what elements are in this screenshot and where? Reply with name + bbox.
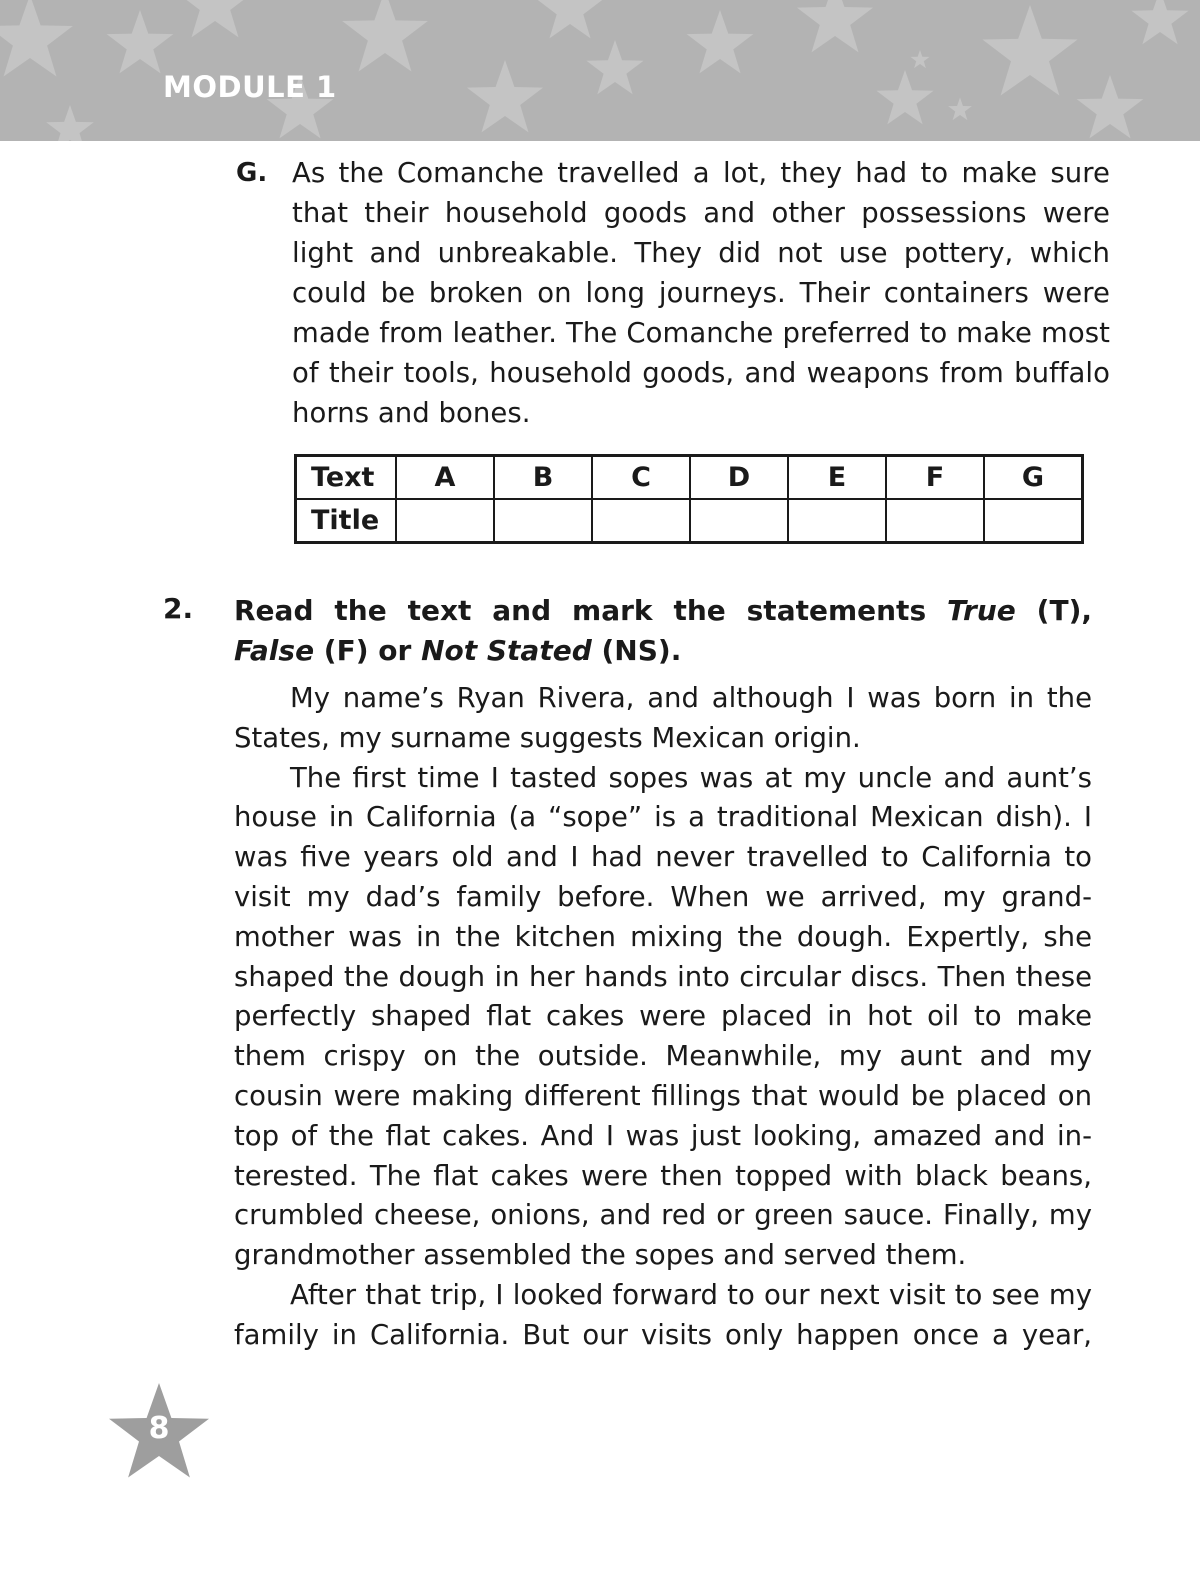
module-label: MODULE 1 <box>163 70 337 104</box>
option-true-abbr: (T), <box>1015 594 1093 627</box>
row-header-title: Title <box>296 499 397 543</box>
row-header-text: Text <box>296 456 397 500</box>
module-header-band <box>0 0 1200 141</box>
paragraph-letter: G. <box>236 158 268 188</box>
option-ns-abbr: (NS). <box>591 634 682 667</box>
reading-paragraph: The first time I tasted sopes was at my uncle and aunt’s house in California (a “sope” is a traditional Mexican dish). I was five years old and I had never travelled to California to visit my dad’s family before. When we arrived, my grandmother was in the kitchen mixing the dough. Expertly, she shaped the dough in her hands into circular discs. Then these perfectly shaped flat cakes were placed in hot oil to make them crispy on the outside. Meanwhile, my aunt and my cousin were making different fillings that would be placed on top of the flat cakes. And I was just looking, amazed and interested. The flat cakes were then topped with black beans, crumbled cheese, onions, and red or green sauce. Finally, my grandmother assembled the sopes and served them. <box>234 761 1092 1272</box>
page-number: 8 <box>148 1411 170 1446</box>
column-header: C <box>592 456 690 500</box>
task-instruction <box>234 591 1092 671</box>
column-header: G <box>984 456 1083 500</box>
answer-cell[interactable] <box>690 499 788 543</box>
answer-cell[interactable] <box>396 499 494 543</box>
option-true: True <box>947 594 1016 627</box>
column-header: B <box>494 456 592 500</box>
table-row-title <box>296 499 1083 543</box>
reading-paragraph: My name’s Ryan Rivera, and although I was born in the States, my surname suggests Mexican origin. <box>234 682 1092 754</box>
reading-paragraph: After that trip, I looked forward to our next visit to see my family in California. But our visits only happen once a year, <box>234 1278 1092 1351</box>
column-header: A <box>396 456 494 500</box>
paragraph-g-text: As the Comanche travelled a lot, they had to make sure that their household goods and other possessions were light and unbreakable. They did not use pottery, which could be broken on long journeys. Their containers were made from leather. The Comanche preferred to make most of their tools, household goods, and weapons from buffalo horns and bones. <box>292 157 1110 429</box>
instruction-prefix: Read the text and mark the statements <box>234 594 948 627</box>
option-false-abbr: (F) or <box>314 634 422 667</box>
answer-cell[interactable] <box>886 499 984 543</box>
matching-table <box>294 454 1084 544</box>
answer-cell[interactable] <box>494 499 592 543</box>
table-row-text <box>296 456 1083 500</box>
answer-cell[interactable] <box>592 499 690 543</box>
column-header: E <box>788 456 886 500</box>
answer-cell[interactable] <box>788 499 886 543</box>
option-false: False <box>234 634 315 667</box>
column-header: F <box>886 456 984 500</box>
task-number: 2. <box>163 592 194 625</box>
option-not-stated: Not Stated <box>421 634 592 667</box>
column-header: D <box>690 456 788 500</box>
instruction-line-2 <box>234 634 681 667</box>
instruction-line-1 <box>234 591 1092 631</box>
paragraph-g <box>236 153 1110 433</box>
reading-text <box>234 679 1092 1356</box>
answer-cell[interactable] <box>984 499 1083 543</box>
